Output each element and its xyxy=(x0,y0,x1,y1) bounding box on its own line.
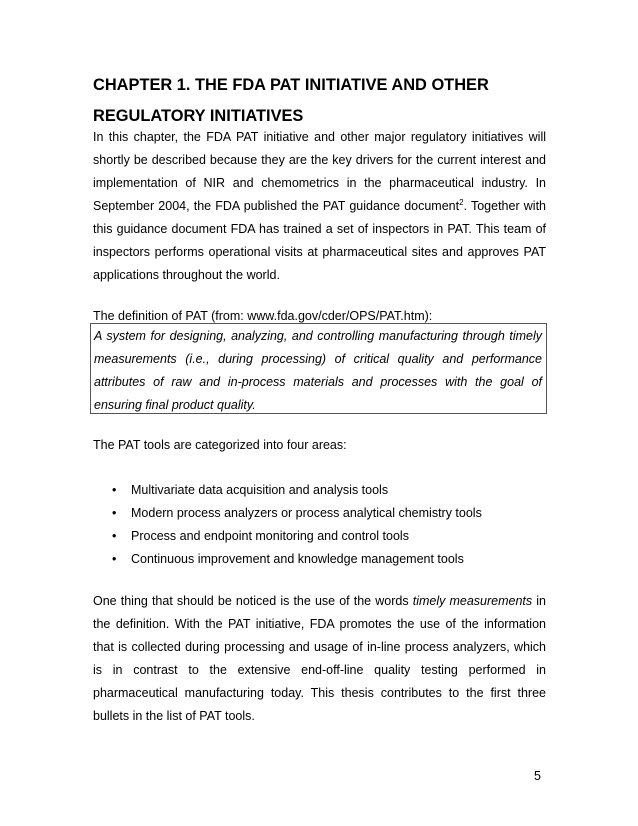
definition-label: The definition of PAT (from: www.fda.gov/cder/OPS/PAT.htm): xyxy=(93,309,433,323)
tools-list xyxy=(93,479,546,571)
list-item-text: Continuous improvement and knowledge management tools xyxy=(131,552,464,566)
bullet-icon: • xyxy=(112,529,117,543)
footnote-ref: 2 xyxy=(459,198,464,207)
chapter-heading-line-1: CHAPTER 1. THE FDA PAT INITIATIVE AND OTHER xyxy=(93,76,489,94)
intro-text-a: In this chapter, the FDA PAT initiative and other major regulatory initiatives will shortly be described because they are the key drivers for the current interest and implementation of NIR and chemometrics in the pharmaceutical industry. In September 2004, the FDA published the PAT guidance document xyxy=(93,130,546,213)
closing-emphasis: timely measurements xyxy=(412,594,533,608)
bullet-icon: • xyxy=(112,483,117,497)
intro-paragraph xyxy=(93,126,546,287)
list-item xyxy=(93,479,546,502)
closing-text-b: in the definition. With the PAT initiative, FDA promotes the use of the information that is collected during processing and usage of in-line process analyzers, which is in contrast to the extensive end-off-line quality testing performed in pharmaceutical manufacturing today. This thesis contributes to the first three bullets in the list of PAT tools. xyxy=(93,594,546,723)
list-item-text: Process and endpoint monitoring and control tools xyxy=(131,529,409,543)
list-item xyxy=(93,548,546,571)
list-item xyxy=(93,502,546,525)
page-number: 5 xyxy=(534,769,541,783)
list-item-text: Multivariate data acquisition and analysis tools xyxy=(131,483,389,497)
bullet-icon: • xyxy=(112,506,117,520)
tools-intro: The PAT tools are categorized into four areas: xyxy=(93,438,347,452)
list-item xyxy=(93,525,546,548)
closing-text-a: One thing that should be noticed is the use of the words xyxy=(93,594,413,608)
definition-text: A system for designing, analyzing, and controlling manufacturing through timely measurements (i.e., during processing) of critical quality and performance attributes of raw and in-process materials and processes with the goal of ensuring final product quality. xyxy=(94,329,542,412)
chapter-heading-line-2: REGULATORY INITIATIVES xyxy=(93,107,304,125)
closing-paragraph xyxy=(93,590,546,728)
list-item-text: Modern process analyzers or process analytical chemistry tools xyxy=(131,506,482,520)
intro-text-b: . Together with this guidance document FDA has trained a set of inspectors in PAT. This team of inspectors performs operational visits at pharmaceutical sites and approves PAT applications throughout the world. xyxy=(93,199,546,282)
bullet-icon: • xyxy=(112,552,117,566)
chapter-heading xyxy=(93,70,553,132)
definition-box xyxy=(90,323,547,414)
